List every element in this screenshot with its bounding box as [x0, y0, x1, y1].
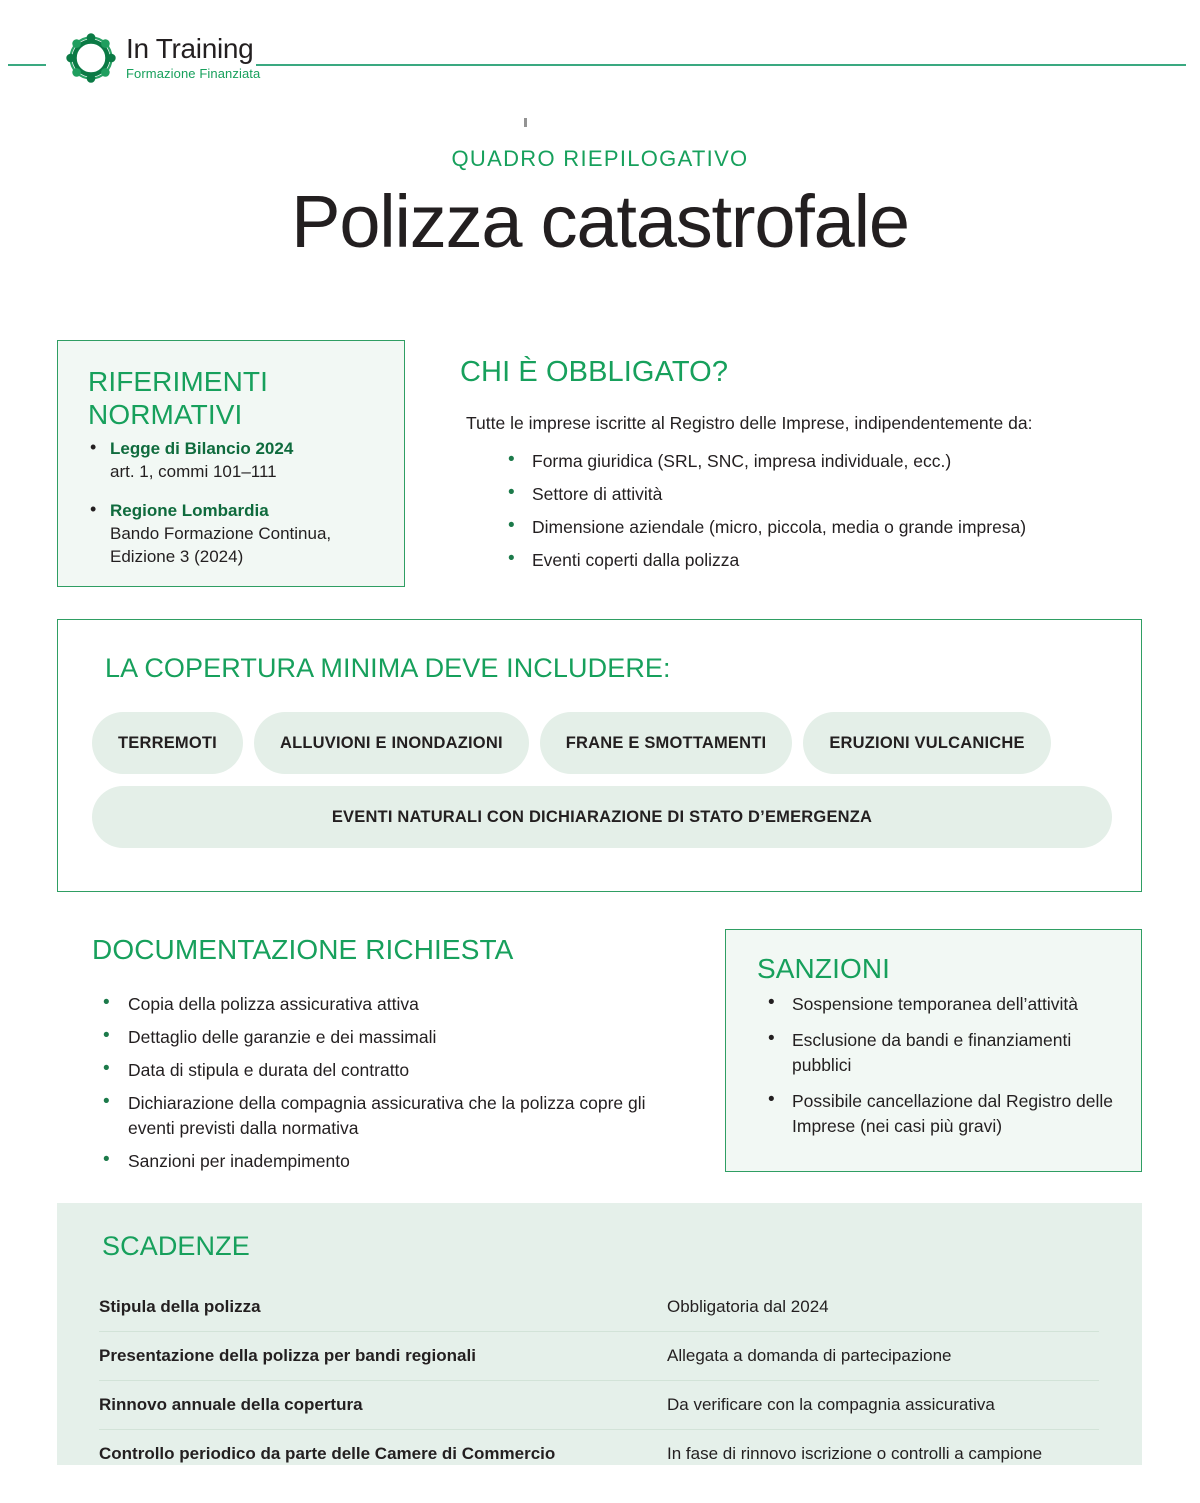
- table-row: [99, 1283, 1099, 1332]
- scadenza-value: Allegata a domanda di partecipazione: [667, 1332, 1099, 1381]
- coverage-chip-wide: EVENTI NATURALI CON DICHIARAZIONE DI STATO D’EMERGENZA: [92, 786, 1112, 848]
- header-rule-left: [8, 64, 46, 66]
- table-row: [99, 1381, 1099, 1430]
- list-item: • Forma giuridica (SRL, SNC, impresa individuale, ecc.): [506, 449, 1150, 474]
- brand-name: In Training: [126, 33, 254, 64]
- riferimento-detail: art. 1, commi 101–111: [110, 462, 277, 481]
- scadenza-value: Obbligatoria dal 2024: [667, 1283, 1099, 1332]
- kicker-label: QUADRO RIEPILOGATIVO: [451, 146, 749, 171]
- coverage-chip: FRANE E SMOTTAMENTI: [540, 712, 793, 774]
- list-item: • Sanzioni per inadempimento: [100, 1149, 692, 1174]
- brand-tagline: Formazione Finanziata: [126, 66, 261, 81]
- copertura-minima-panel: [57, 619, 1142, 892]
- list-item: • Dettaglio delle garanzie e dei massimali: [100, 1025, 692, 1050]
- list-item: • Sospensione temporanea dell’attività: [766, 992, 1126, 1017]
- documentazione-heading: DOCUMENTAZIONE RICHIESTA: [92, 934, 514, 965]
- list-item: • Esclusione da bandi e finanziamenti pubblici: [766, 1028, 1126, 1078]
- obbligato-list: [460, 449, 1150, 573]
- riferimento-title: • Legge di Bilancio 2024: [110, 439, 294, 458]
- table-row: [99, 1332, 1099, 1381]
- chi-e-obbligato-section: [460, 355, 1150, 581]
- documentazione-richiesta-section: [92, 933, 692, 1182]
- header-rule-right: [256, 64, 1186, 66]
- scadenza-label: Presentazione della polizza per bandi regionali: [99, 1332, 667, 1381]
- table-row: [99, 1430, 1099, 1479]
- coverage-chip: ALLUVIONI E INONDAZIONI: [254, 712, 529, 774]
- stray-apostrophe-mark: [524, 118, 527, 127]
- scadenze-heading: SCADENZE: [102, 1231, 250, 1261]
- riferimento-title: • Regione Lombardia: [110, 501, 269, 520]
- sanzioni-heading: SANZIONI: [757, 953, 891, 984]
- scadenza-label: Controllo periodico da parte delle Camere di Commercio: [99, 1444, 556, 1463]
- network-ring-icon: [66, 33, 116, 83]
- list-item: [88, 499, 388, 568]
- scadenza-value: Da verificare con la compagnia assicurativa: [667, 1381, 1099, 1430]
- scadenze-table: [99, 1283, 1099, 1478]
- coverage-chip: ERUZIONI VULCANICHE: [803, 712, 1050, 774]
- title-block: [0, 146, 1200, 264]
- list-item: • Data di stipula e durata del contratto: [100, 1058, 692, 1083]
- scadenza-label: Rinnovo annuale della copertura: [99, 1381, 667, 1430]
- riferimenti-list: [88, 437, 388, 584]
- scadenze-panel: [57, 1203, 1142, 1465]
- copertura-heading: LA COPERTURA MINIMA DEVE INCLUDERE:: [105, 653, 671, 683]
- brand-text: [126, 33, 260, 82]
- obbligato-heading: CHI È OBBLIGATO?: [460, 356, 729, 388]
- list-item: • Eventi coperti dalla polizza: [506, 548, 1150, 573]
- scadenza-value: In fase di rinnovo iscrizione o controlli a campione: [667, 1444, 1043, 1463]
- list-item: • Dichiarazione della compagnia assicurativa che la polizza copre gli eventi previsti dalla normativa: [100, 1091, 692, 1141]
- riferimenti-normativi-panel: [57, 340, 405, 587]
- obbligato-intro: Tutte le imprese iscritte al Registro delle Imprese, indipendentemente da:: [466, 413, 1033, 433]
- sanzioni-list: [760, 992, 1126, 1150]
- riferimenti-heading: RIFERIMENTI NORMATIVI: [88, 366, 268, 430]
- list-item: • Settore di attività: [506, 482, 1150, 507]
- list-item: • Possibile cancellazione dal Registro delle Imprese (nei casi più gravi): [766, 1089, 1126, 1139]
- list-item: • Dimensione aziendale (micro, piccola, media o grande impresa): [506, 515, 1150, 540]
- page-header: [0, 0, 1200, 110]
- documentazione-list: [92, 992, 692, 1174]
- brand-logo[interactable]: [66, 33, 260, 83]
- scadenza-label: Stipula della polizza: [99, 1283, 667, 1332]
- sanzioni-panel: [725, 929, 1142, 1172]
- copertura-chip-row: [92, 712, 1112, 774]
- coverage-chip: TERREMOTI: [92, 712, 243, 774]
- page-title: Polizza catastrofale: [291, 180, 909, 263]
- list-item: [88, 437, 388, 483]
- riferimento-detail: Bando Formazione Continua, Edizione 3 (2024): [110, 524, 332, 566]
- list-item: • Copia della polizza assicurativa attiva: [100, 992, 692, 1017]
